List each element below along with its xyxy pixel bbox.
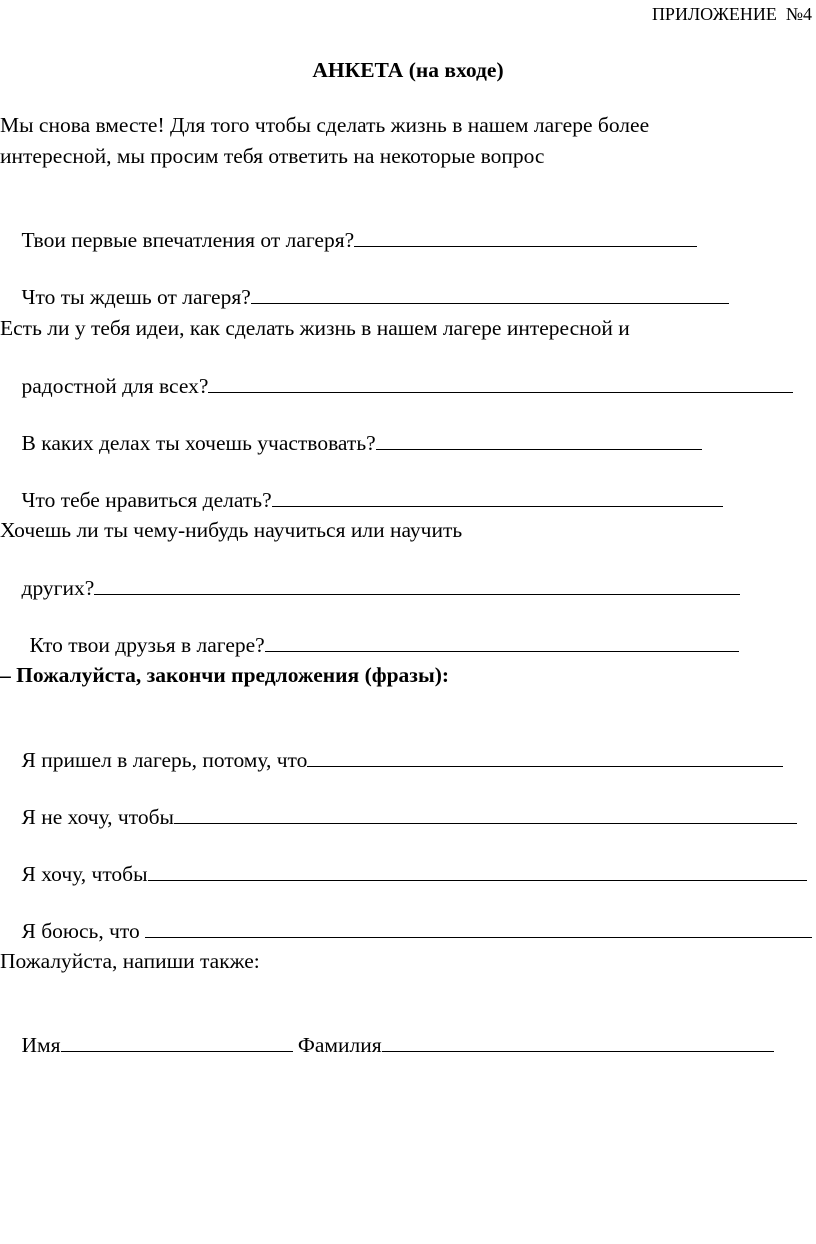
completion-heading: – Пожалуйста, закончи предложения (фразы):	[0, 663, 450, 687]
appendix-label: ПРИЛОЖЕНИЕ №4	[651, 4, 812, 24]
answer-field-1[interactable]	[354, 226, 697, 247]
sentence-field-1[interactable]	[307, 746, 783, 767]
sentence-3-text: Я хочу, чтобы	[21, 862, 148, 886]
question-5-text: Что тебе нравиться делать?	[21, 488, 272, 512]
question-2-text: Что ты ждешь от лагеря?	[21, 285, 251, 309]
sentence-2-text: Я не хочу, чтобы	[21, 805, 174, 829]
answer-field-2[interactable]	[251, 283, 729, 304]
page-title: АНКЕТА (на входе)	[312, 58, 504, 82]
sentence-4-text: Я боюсь, что	[21, 919, 146, 943]
question-4-text: В каких делах ты хочешь участвовать?	[21, 431, 376, 455]
question-1-text: Твои первые впечатления от лагеря?	[21, 228, 355, 252]
surname-label: Фамилия	[292, 1033, 382, 1057]
question-3-line-1: Есть ли у тебя идеи, как сделать жизнь в нашем лагере интересной и	[0, 316, 630, 340]
sentence-field-2[interactable]	[174, 803, 797, 824]
sentence-1-text: Я пришел в лагерь, потому, что	[21, 748, 308, 772]
answer-field-7[interactable]	[265, 631, 739, 652]
question-3-text: радостной для всех?	[21, 374, 209, 398]
question-6-text: других?	[21, 576, 95, 600]
question-7-text: Кто твои друзья в лагере?	[29, 633, 265, 657]
intro-line-1: Мы снова вместе! Для того чтобы сделать жизнь в нашем лагере более	[0, 113, 650, 137]
also-write-label: Пожалуйста, напиши также:	[0, 949, 260, 973]
surname-field[interactable]	[382, 1031, 774, 1052]
intro-line-2: интересной, мы просим тебя ответить на некоторые вопрос	[0, 144, 545, 168]
name-row	[0, 1005, 774, 1084]
answer-field-3[interactable]	[208, 372, 793, 393]
name-label: Имя	[21, 1033, 61, 1057]
answer-field-6[interactable]	[94, 574, 740, 595]
name-field[interactable]	[61, 1031, 293, 1052]
sentence-field-4[interactable]	[145, 917, 812, 938]
answer-field-4[interactable]	[376, 429, 702, 450]
question-6-line-1: Хочешь ли ты чему-нибудь научиться или научить	[0, 518, 463, 542]
sentence-field-3[interactable]	[148, 860, 807, 881]
answer-field-5[interactable]	[272, 486, 723, 507]
